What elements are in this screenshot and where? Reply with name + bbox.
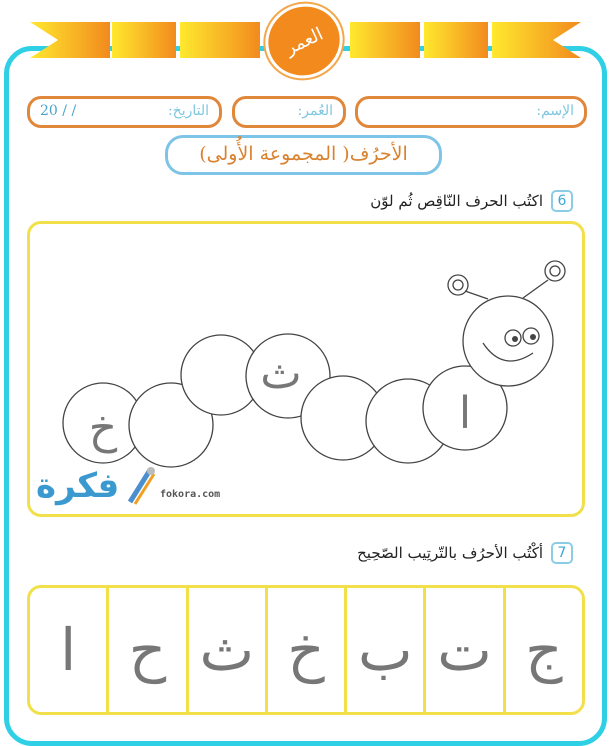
letter-cell: ث: [186, 588, 265, 712]
date-field[interactable]: [27, 96, 222, 128]
antenna-left: [465, 291, 488, 299]
letter-cell: ت: [423, 588, 502, 712]
letter-cell: خ: [265, 588, 344, 712]
pencil-icon: [126, 466, 156, 506]
caterpillar-head: [463, 296, 553, 386]
watermark-logo: فكرة: [36, 466, 120, 506]
name-field[interactable]: [355, 96, 587, 128]
segment-letter: ث: [260, 348, 302, 399]
age-field[interactable]: [232, 96, 346, 128]
name-label: الإسم:: [536, 103, 574, 119]
question-number: 7: [551, 542, 573, 564]
logo: العمر: [253, 0, 355, 91]
question-7: [357, 542, 573, 564]
age-label: العُمر:: [297, 103, 333, 119]
antenna-right: [523, 280, 548, 298]
letter-cell: ب: [344, 588, 423, 712]
segment-letter: ا: [458, 388, 472, 439]
letter-cell: ج: [503, 588, 582, 712]
letter-cell: ا: [60, 616, 77, 684]
question-6: [370, 190, 573, 212]
question-number: 6: [551, 190, 573, 212]
worksheet-title: الأحرُف( المجموعة الأُولى): [165, 135, 442, 175]
date-value: / / 20: [40, 103, 77, 119]
watermark-domain: fokora.com: [160, 489, 221, 500]
date-label: التاريخ:: [167, 103, 209, 119]
question-text: اكتُب الحرف النّاقِص ثُم لوّن: [370, 192, 543, 210]
segment-letter: خ: [88, 403, 118, 454]
letters-row: [27, 585, 585, 715]
question-text: أكْتُب الأحرُف بالتّرتِيب الصّحِيح: [357, 544, 543, 562]
letter-cell: ح: [106, 588, 185, 712]
